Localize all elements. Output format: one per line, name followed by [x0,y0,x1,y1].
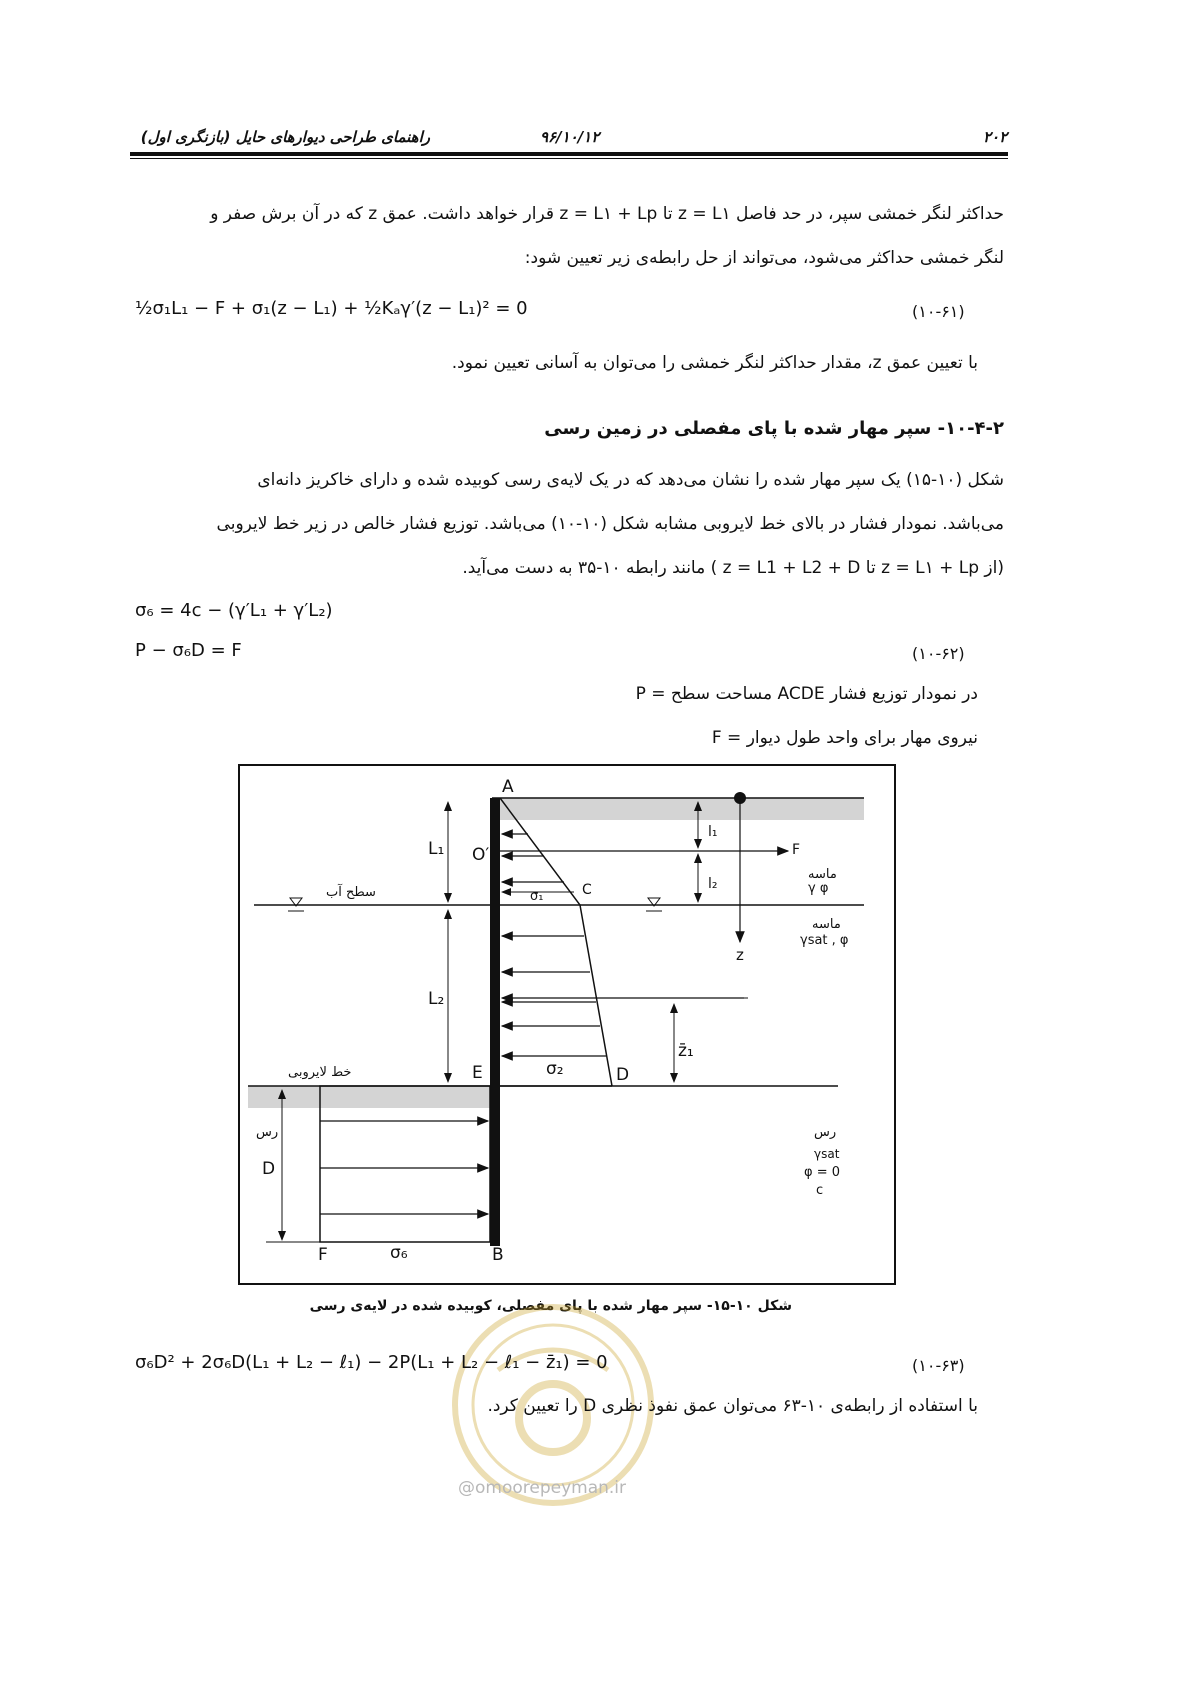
paragraph-3-line-2: می‌باشد. نمودار فشار در بالای خط لایروبی مشابه شکل (۱۰-۱۰) می‌باشد. توزیع فشار خالص در زیر خط لایروبی [216,514,1004,534]
label-c-cohesion: c [816,1183,824,1198]
paragraph-3-line-3: (از z = L۱ + Lp تا z = L1 + L2 + D ) مانند رابطه ۱۰-۳۵ به دست می‌آید. [462,558,1004,578]
label-sigma2: σ₂ [546,1059,564,1079]
label-z: z [736,946,744,964]
paragraph-1-line-2: لنگر خمشی حداکثر می‌شود، می‌تواند از حل رابطه‌ی زیر تعیین شود: [524,248,1004,268]
watermark-url: @omoorepeyman.ir [458,1478,627,1498]
label-sand-2-props: γsat , φ [800,933,849,948]
label-gamma-sat: γsat [814,1147,840,1161]
figure-sheet-pile [238,764,896,1286]
equation-63: σ₆D² + 2σ₆D(L₁ + L₂ − ℓ₁) − 2P(L₁ + L₂ − ℓ₁ − z̄₁) = 0 [135,1352,608,1373]
equation-sigma6: σ₆ = 4c − (γ′L₁ + γ′L₂) [135,600,333,621]
paragraph-1-line-1: حداکثر لنگر خمشی سپر، در حد فاصل z = L۱ تا z = L۱ + Lp قرار خواهد داشت. عمق z که در آن برش صفر و [210,204,1004,224]
label-o: O′ [472,845,490,865]
header-date: ۹۶/۱۰/۱۲ [540,128,600,146]
label-d-point: D [616,1065,630,1085]
label-sigma1: σ₁ [530,889,544,904]
equation-62-number: (۱۰-۶۲) [912,644,965,663]
paragraph-4: با استفاده از رابطه‌ی ۱۰-۶۳ می‌توان عمق نفوذ نظری D را تعیین کرد. [487,1396,978,1416]
equation-61: ½σ₁L₁ − F + σ₁(z − L₁) + ½Kₐγ′(z − L₁)² = 0 [135,298,528,319]
label-water-surface: سطح آب [326,885,376,900]
label-sand-2: ماسه [812,917,841,932]
label-f-anchor: F [792,842,801,858]
paragraph-3-line-1: شکل (۱۰-۱۵) یک سپر مهار شده را نشان می‌دهد که در یک لایه‌ی رسی کوبیده شده و دارای خاکریز دانه‌ای [257,470,1004,490]
label-phi-zero: φ = 0 [804,1165,841,1180]
equation-62: P − σ₆D = F [135,640,242,661]
label-l1: L₁ [428,839,445,859]
label-b: B [492,1245,504,1265]
label-c-point: C [582,882,592,898]
label-sand-1: ماسه [808,867,837,882]
label-z1bar: z̄₁ [678,1041,694,1061]
dredge-line-shade [248,1086,492,1108]
label-clay-right: رس [814,1125,837,1140]
label-small-l1: l₁ [708,824,718,840]
sheet-pile [490,798,500,1246]
header-rule-thin [130,158,1008,159]
label-small-l2: l₂ [708,876,718,892]
definition-f: F = نیروی مهار برای واحد طول دیوار [711,728,978,748]
figure-caption: شکل ۱۰-۱۵- سپر مهار شده با پای مفصلی، کوبیده شده در لایه‌ی رسی [309,1298,792,1314]
equation-63-number: (۱۰-۶۳) [912,1356,965,1375]
label-sigma6: σ₆ [390,1243,408,1263]
equation-61-number: (۱۰-۶۱) [912,302,965,321]
page-number: ۲۰۲ [983,128,1008,146]
section-title: ۱۰-۴-۲- سپر مهار شده با پای مفصلی در زمین رسی [544,418,1004,439]
header-title: راهنمای طراحی دیوارهای حایل (بازنگری اول) [140,128,430,146]
label-l2: L₂ [428,989,445,1009]
definition-p: P = مساحت سطح ACDE در نمودار توزیع فشار [635,684,978,704]
label-f-point: F [318,1245,328,1265]
label-e: E [472,1063,483,1083]
header-rule-thick [130,152,1008,156]
label-dredge-line: خط لایروبی [288,1065,352,1080]
label-a: A [502,777,514,797]
paragraph-2: با تعیین عمق z، مقدار حداکثر لنگر خمشی را می‌توان به آسانی تعیین نمود. [451,353,978,373]
label-d-depth: D [262,1159,276,1179]
ground-surface-shade [492,798,864,820]
label-clay-left: رس [256,1125,279,1140]
label-sand-1-props: γ φ [808,881,829,896]
